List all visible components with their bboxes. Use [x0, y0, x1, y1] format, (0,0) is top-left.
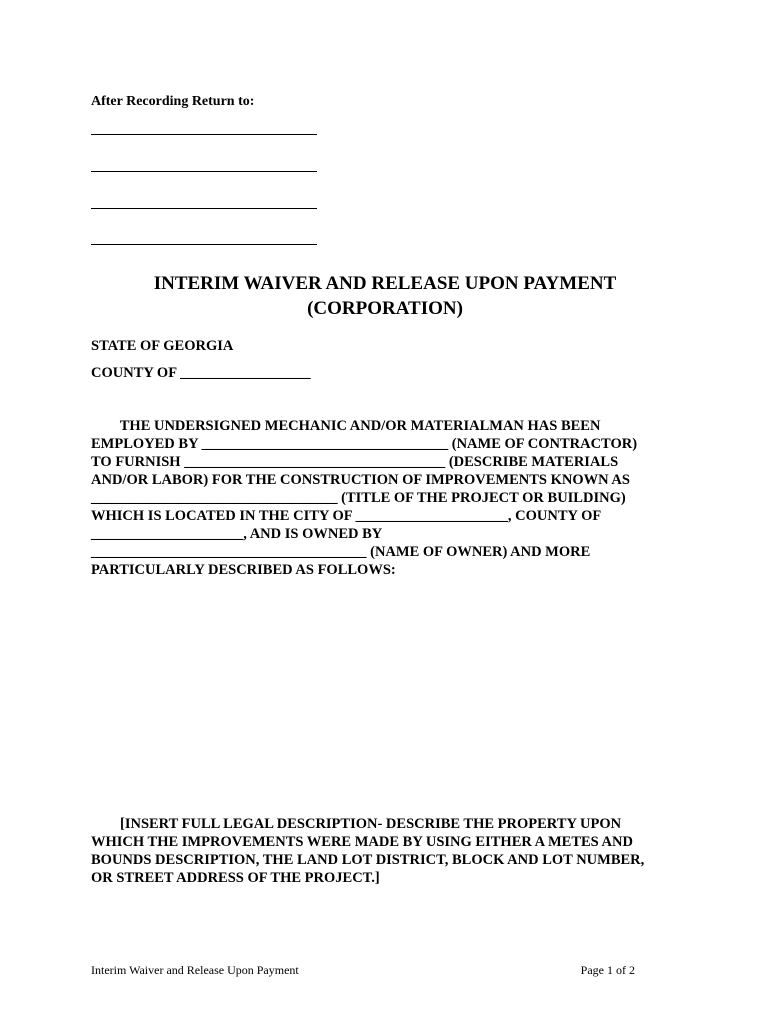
- legal-description-line: [INSERT FULL LEGAL DESCRIPTION- DESCRIBE THE PROPERTY UPON: [91, 816, 622, 832]
- return-address-line-1: [91, 134, 317, 135]
- legal-description-line: WHICH THE IMPROVEMENTS WERE MADE BY USING EITHER A METES AND: [91, 834, 633, 850]
- body-line: __________________________________ (TITLE OF THE PROJECT OR BUILDING): [91, 490, 626, 506]
- county-line: COUNTY OF __________________: [91, 365, 311, 381]
- body-line: AND/OR LABOR) FOR THE CONSTRUCTION OF IMPROVEMENTS KNOWN AS: [91, 472, 630, 488]
- body-line: WHICH IS LOCATED IN THE CITY OF _____________________, COUNTY OF: [91, 508, 602, 524]
- return-to-heading: After Recording Return to:: [91, 94, 255, 109]
- footer-page-number: Page 1 of 2: [580, 963, 635, 977]
- return-address-line-3: [91, 208, 317, 209]
- body-line: ______________________________________ (NAME OF OWNER) AND MORE: [91, 544, 591, 560]
- body-line: EMPLOYED BY __________________________________ (NAME OF CONTRACTOR): [91, 436, 638, 452]
- body-line: PARTICULARLY DESCRIBED AS FOLLOWS:: [91, 562, 396, 578]
- return-address-line-2: [91, 171, 317, 172]
- return-address-line-4: [91, 244, 317, 245]
- state-line: STATE OF GEORGIA: [91, 338, 234, 354]
- legal-description-line: OR STREET ADDRESS OF THE PROJECT.]: [91, 870, 380, 886]
- document-title-line-1: INTERIM WAIVER AND RELEASE UPON PAYMENT: [153, 273, 617, 294]
- legal-description-line: BOUNDS DESCRIPTION, THE LAND LOT DISTRICT, BLOCK AND LOT NUMBER,: [91, 852, 645, 868]
- body-line: _____________________, AND IS OWNED BY: [91, 526, 383, 542]
- body-line: TO FURNISH ____________________________________ (DESCRIBE MATERIALS: [91, 454, 619, 470]
- body-line: THE UNDERSIGNED MECHANIC AND/OR MATERIALMAN HAS BEEN: [91, 418, 601, 434]
- document-title-line-2: (CORPORATION): [307, 298, 463, 319]
- footer-document-name: Interim Waiver and Release Upon Payment: [91, 963, 299, 977]
